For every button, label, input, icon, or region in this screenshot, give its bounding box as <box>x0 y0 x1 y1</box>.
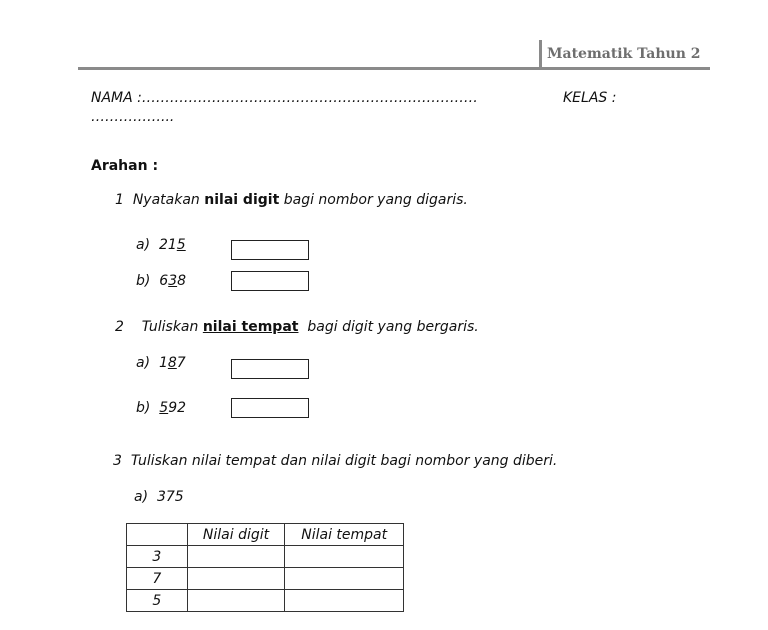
q2-item-b <box>136 400 186 416</box>
q1b-before: 6 <box>159 273 169 289</box>
q2a-underlined-digit: 8 <box>167 355 177 371</box>
nilai-digit-answer-cell[interactable] <box>187 568 285 590</box>
nama-dots[interactable]: ……………………………………………………………… <box>141 90 478 106</box>
q1b-underlined-digit: 3 <box>168 273 178 289</box>
arahan-heading: Arahan : <box>91 158 159 174</box>
nilai-digit-answer-cell[interactable] <box>187 590 285 612</box>
q2-item-a <box>136 355 186 371</box>
q1b-after: 8 <box>177 273 187 289</box>
q2a-after: 7 <box>176 355 186 371</box>
q1b-label: b) <box>136 273 151 289</box>
q3a-number: 375 <box>156 489 184 505</box>
nilai-tempat-answer-cell[interactable] <box>285 590 404 612</box>
table-row-digit: 5 <box>127 590 188 612</box>
q3-text: Tuliskan nilai tempat dan nilai digit bagi nombor yang diberi. <box>130 453 558 469</box>
table-row-digit: 7 <box>127 568 188 590</box>
question-3 <box>113 453 557 469</box>
table-row <box>127 568 404 590</box>
q2b-label: b) <box>136 400 151 416</box>
q2-pre: Tuliskan <box>141 319 199 335</box>
q1b-answer-box[interactable] <box>231 271 309 291</box>
question-2 <box>115 319 479 335</box>
table-header-cell <box>127 524 188 546</box>
nama-label: NAMA : <box>91 90 142 106</box>
q1-number: 1 <box>115 192 124 208</box>
q2-number: 2 <box>115 319 124 335</box>
place-value-table <box>126 523 404 612</box>
question-1 <box>115 192 468 208</box>
q1-pre: Nyatakan <box>132 192 200 208</box>
header-rule <box>78 67 710 70</box>
header-accent-bar <box>539 40 542 68</box>
q2b-answer-box[interactable] <box>231 398 309 418</box>
q3-number: 3 <box>113 453 122 469</box>
q1a-label: a) <box>136 237 151 253</box>
q2-post: bagi digit yang bergaris. <box>307 319 479 335</box>
table-row <box>127 546 404 568</box>
table-header-nilai-digit: Nilai digit <box>187 524 285 546</box>
q1-item-b <box>136 273 186 289</box>
nilai-tempat-answer-cell[interactable] <box>285 568 404 590</box>
q3a-label: a) <box>134 489 149 505</box>
q1-bold: nilai digit <box>204 192 280 208</box>
q2b-underlined-digit: 5 <box>159 400 169 416</box>
table-row-digit: 3 <box>127 546 188 568</box>
q2-bold: nilai tempat <box>202 319 299 335</box>
kelas-label: KELAS : <box>563 90 617 106</box>
q2a-label: a) <box>136 355 151 371</box>
q2a-answer-box[interactable] <box>231 359 309 379</box>
q2a-before: 1 <box>158 355 168 371</box>
table-header-nilai-tempat: Nilai tempat <box>285 524 404 546</box>
q1a-answer-box[interactable] <box>231 240 309 260</box>
nilai-digit-answer-cell[interactable] <box>187 546 285 568</box>
kelas-dots[interactable]: ……………... <box>91 109 175 125</box>
q2b-after: 92 <box>168 400 187 416</box>
q3-item-a <box>134 489 184 505</box>
name-line <box>91 90 478 106</box>
q1-item-a <box>136 237 186 253</box>
header-title: Matematik Tahun 2 <box>547 46 701 62</box>
nilai-tempat-answer-cell[interactable] <box>285 546 404 568</box>
q1a-before: 21 <box>158 237 177 253</box>
q1-post: bagi nombor yang digaris. <box>283 192 468 208</box>
table-row <box>127 590 404 612</box>
q1a-underlined-digit: 5 <box>176 237 186 253</box>
table-header-row <box>127 524 404 546</box>
